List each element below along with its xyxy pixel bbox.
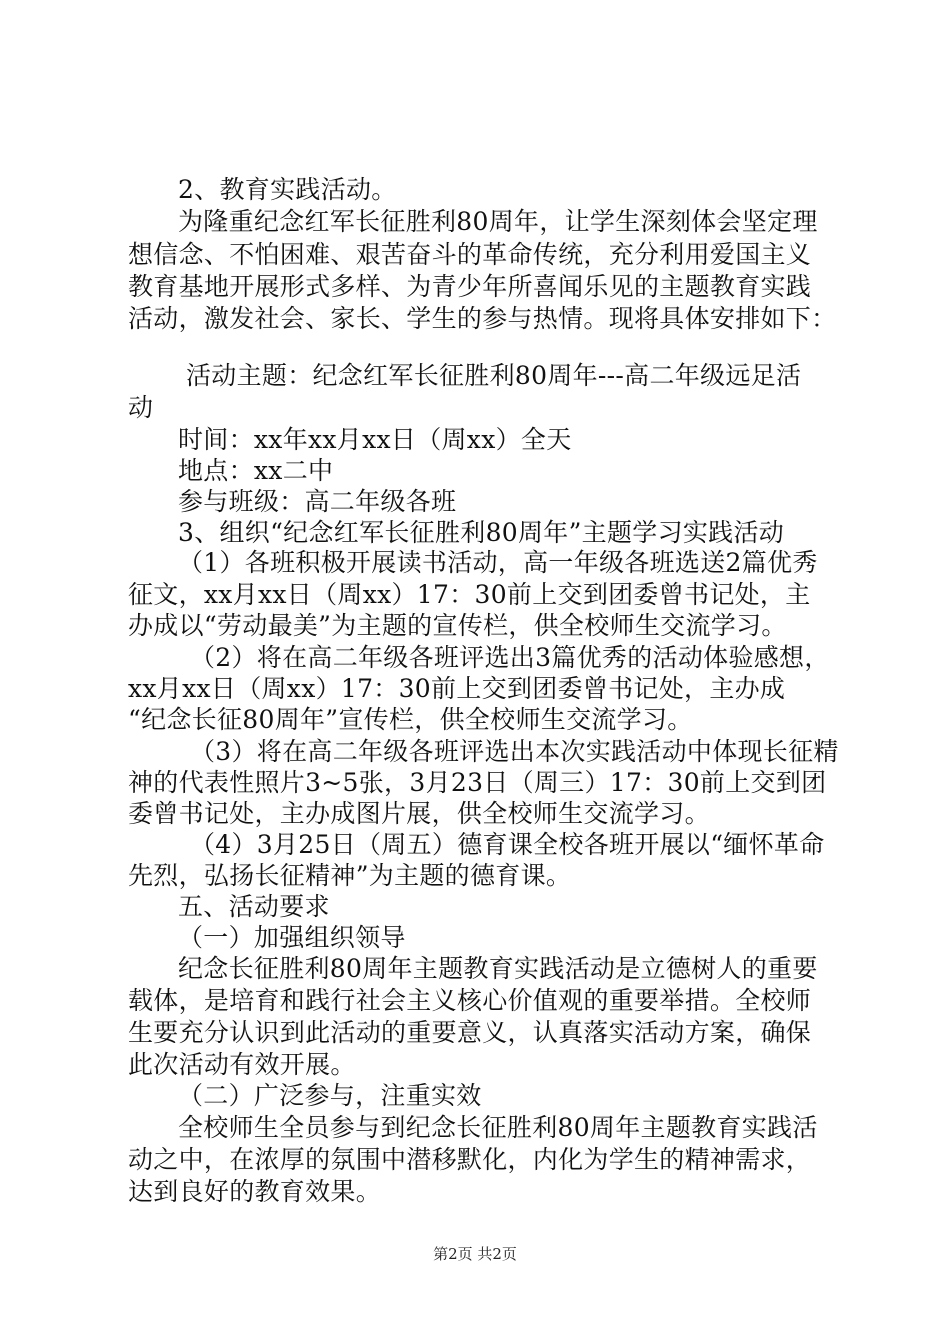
paragraph-line: （4）3月25日（周五）德育课全校各班开展以“缅怀革命 <box>190 830 825 859</box>
paragraph-line: 委曾书记处，主办成图片展，供全校师生交流学习。 <box>128 799 710 828</box>
paragraph-line: 此次活动有效开展。 <box>128 1050 356 1079</box>
paragraph-line: “纪念长征80周年”宣传栏，供全校师生交流学习。 <box>128 705 693 734</box>
paragraph-line: 为隆重纪念红军长征胜利80周年，让学生深刻体会坚定理 <box>178 207 818 236</box>
paragraph-line: 生要充分认识到此活动的重要意义，认真落实活动方案，确保 <box>128 1018 812 1047</box>
paragraph-line: （1）各班积极开展读书活动，高一年级各班选送2篇优秀 <box>178 548 818 577</box>
paragraph-line: xx月xx日（周xx）17：30前上交到团委曾书记处，主办成 <box>128 674 786 703</box>
paragraph-line: 动 <box>128 393 154 422</box>
section-heading: 五、活动要求 <box>178 892 330 921</box>
subsection-heading: （二）广泛参与，注重实效 <box>178 1081 482 1110</box>
page-number-footer: 第2页 共2页 <box>433 1245 517 1263</box>
paragraph-line: 征文，xx月xx日（周xx）17：30前上交到团委曾书记处，主 <box>128 580 811 609</box>
paragraph-line: 活动主题：纪念红军长征胜利80周年---高二年级远足活 <box>186 361 802 390</box>
paragraph-line: 纪念长征胜利80周年主题教育实践活动是立德树人的重要 <box>178 954 818 983</box>
paragraph-line: 全校师生全员参与到纪念长征胜利80周年主题教育实践活 <box>178 1113 818 1142</box>
paragraph-line: 教育基地开展形式多样、为青少年所喜闻乐见的主题教育实践 <box>128 272 812 301</box>
paragraph-line: 想信念、不怕困难、艰苦奋斗的革命传统，充分利用爱国主义 <box>128 240 812 269</box>
paragraph-line: （2）将在高二年级各班评选出3篇优秀的活动体验感想， <box>190 643 830 672</box>
paragraph-line: 办成以“劳动最美”为主题的宣传栏，供全校师生交流学习。 <box>128 611 787 640</box>
paragraph-line: 3、组织“纪念红军长征胜利80周年”主题学习实践活动 <box>178 518 785 547</box>
paragraph-line: 参与班级：高二年级各班 <box>178 487 457 516</box>
paragraph-line: 动之中，在浓厚的氛围中潜移默化，内化为学生的精神需求， <box>128 1145 812 1174</box>
subsection-heading: （一）加强组织领导 <box>178 923 406 952</box>
paragraph-line: 时间：xx年xx月xx日（周xx）全天 <box>178 425 572 454</box>
paragraph-line: （3）将在高二年级各班评选出本次实践活动中体现长征精 <box>190 737 839 766</box>
paragraph-line: 载体，是培育和践行社会主义核心价值观的重要举措。全校师 <box>128 986 812 1015</box>
paragraph-line: 达到良好的教育效果。 <box>128 1177 382 1206</box>
paragraph-line: 先烈，弘扬长征精神”为主题的德育课。 <box>128 861 572 890</box>
paragraph-line: 神的代表性照片3~5张，3月23日（周三）17：30前上交到团 <box>128 768 827 797</box>
paragraph-line: 2、教育实践活动。 <box>178 175 397 204</box>
paragraph-line: 地点：xx二中 <box>178 456 334 485</box>
paragraph-line: 活动，激发社会、家长、学生的参与热情。现将具体安排如下： <box>128 304 837 333</box>
